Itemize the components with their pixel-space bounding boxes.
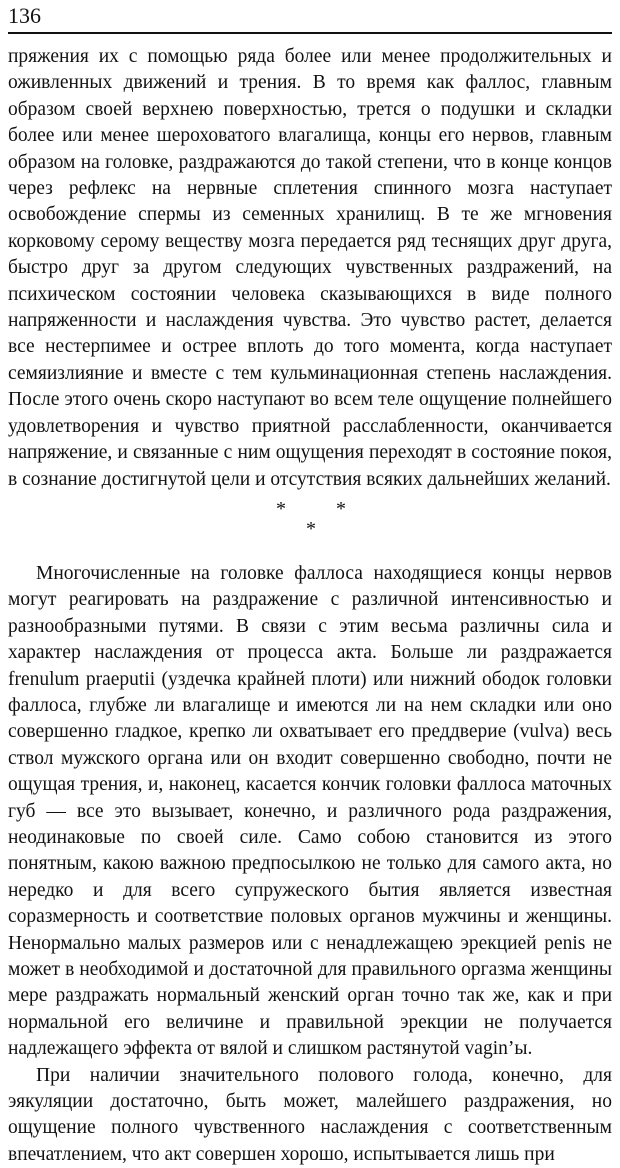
page-body — [8, 44, 612, 1168]
separator-asterisk: * — [276, 497, 286, 520]
page-number: 136 — [8, 3, 41, 28]
paragraph-2: Многочисленные на головке фаллоса находящиеся концы нервов могут реагировать на раздражение с различной интенсивностью и разнообразными путями. В связи с этим весьма различны сила и характер наслаждения от процесса акта. Больше ли раздражается frenulum praeputii (уздечка крайней плоти) или нижний ободок головки фаллоса, глубже ли влагалище и имеются ли на нем складки или оно совершенно гладкое, крепко ли охватывает его преддверие (vulva) весь ствол мужского органа или он входит совершенно свободно, почти не ощущая трения, и, наконец, касается кончик головки фаллоса маточных губ — все это вызывает, конечно, и различного рода раздражения, неодинаковые по своей силе. Само собою становится из этого понятным, какою важною предпосылкою не только для самого акта, но нередко и для всего супружеского бытия является известная соразмерность и соответствие половых органов мужчины и женщины. Ненормально малых размеров или с ненадлежащею эрекцией penis не может в необходимой и достаточной для правильного оргазма женщины мере раздражать нормальный женский орган точно так же, как и при нормальной его величине и правильной эрекции не получается надлежащего эффекта от вялой и слишком растянутой vagin’ы. — [8, 562, 612, 1060]
section-separator — [8, 497, 612, 551]
separator-asterisk: * — [336, 497, 346, 520]
paragraph-1: пряжения их с помощью ряда более или менее продолжительных и оживленных движений и трения. В то время как фаллос, главным образом своей верхнею поверхностью, трется о подушки и складки более или менее шероховатого влагалища, концы его нервов, главным образом на головке, раздражаются до такой степени, что в конце концов через рефлекс на нервные сплетения спинного мозга наступает освобождение спермы из семенных хранилищ. В те же мгновения корковому серому веществу мозга передается ряд теснящих друг друга, быстро друг за другом следующих чувственных раздражений, на психическом состоянии человека сказывающихся в виде полного напряженности и наслаждения чувства. Это чувство растет, делается все нестерпимее и острее вплоть до того момента, когда наступает семяизлияние и вместе с тем кульминационная степень наслаждения. После этого очень скоро наступают во всем теле ощущение полнейшего удовлетворения и чувство приятной расслабленности, оканчивается напряжение, и связанные с ним ощущения переходят в состояние покоя, в сознание достигнутой цели и отсутствия всяких дальнейших желаний. — [8, 46, 612, 490]
page-header — [8, 2, 612, 34]
paragraph-3: При наличии значительного полового голода, конечно, для эякуляции достаточно, быть может, малейшего раздражения, но ощущение полного чувственного наслаждения с соответственным впечатлением, что акт совершен хорошо, испытывается лишь при — [8, 1064, 612, 1165]
separator-asterisk: * — [306, 517, 316, 540]
